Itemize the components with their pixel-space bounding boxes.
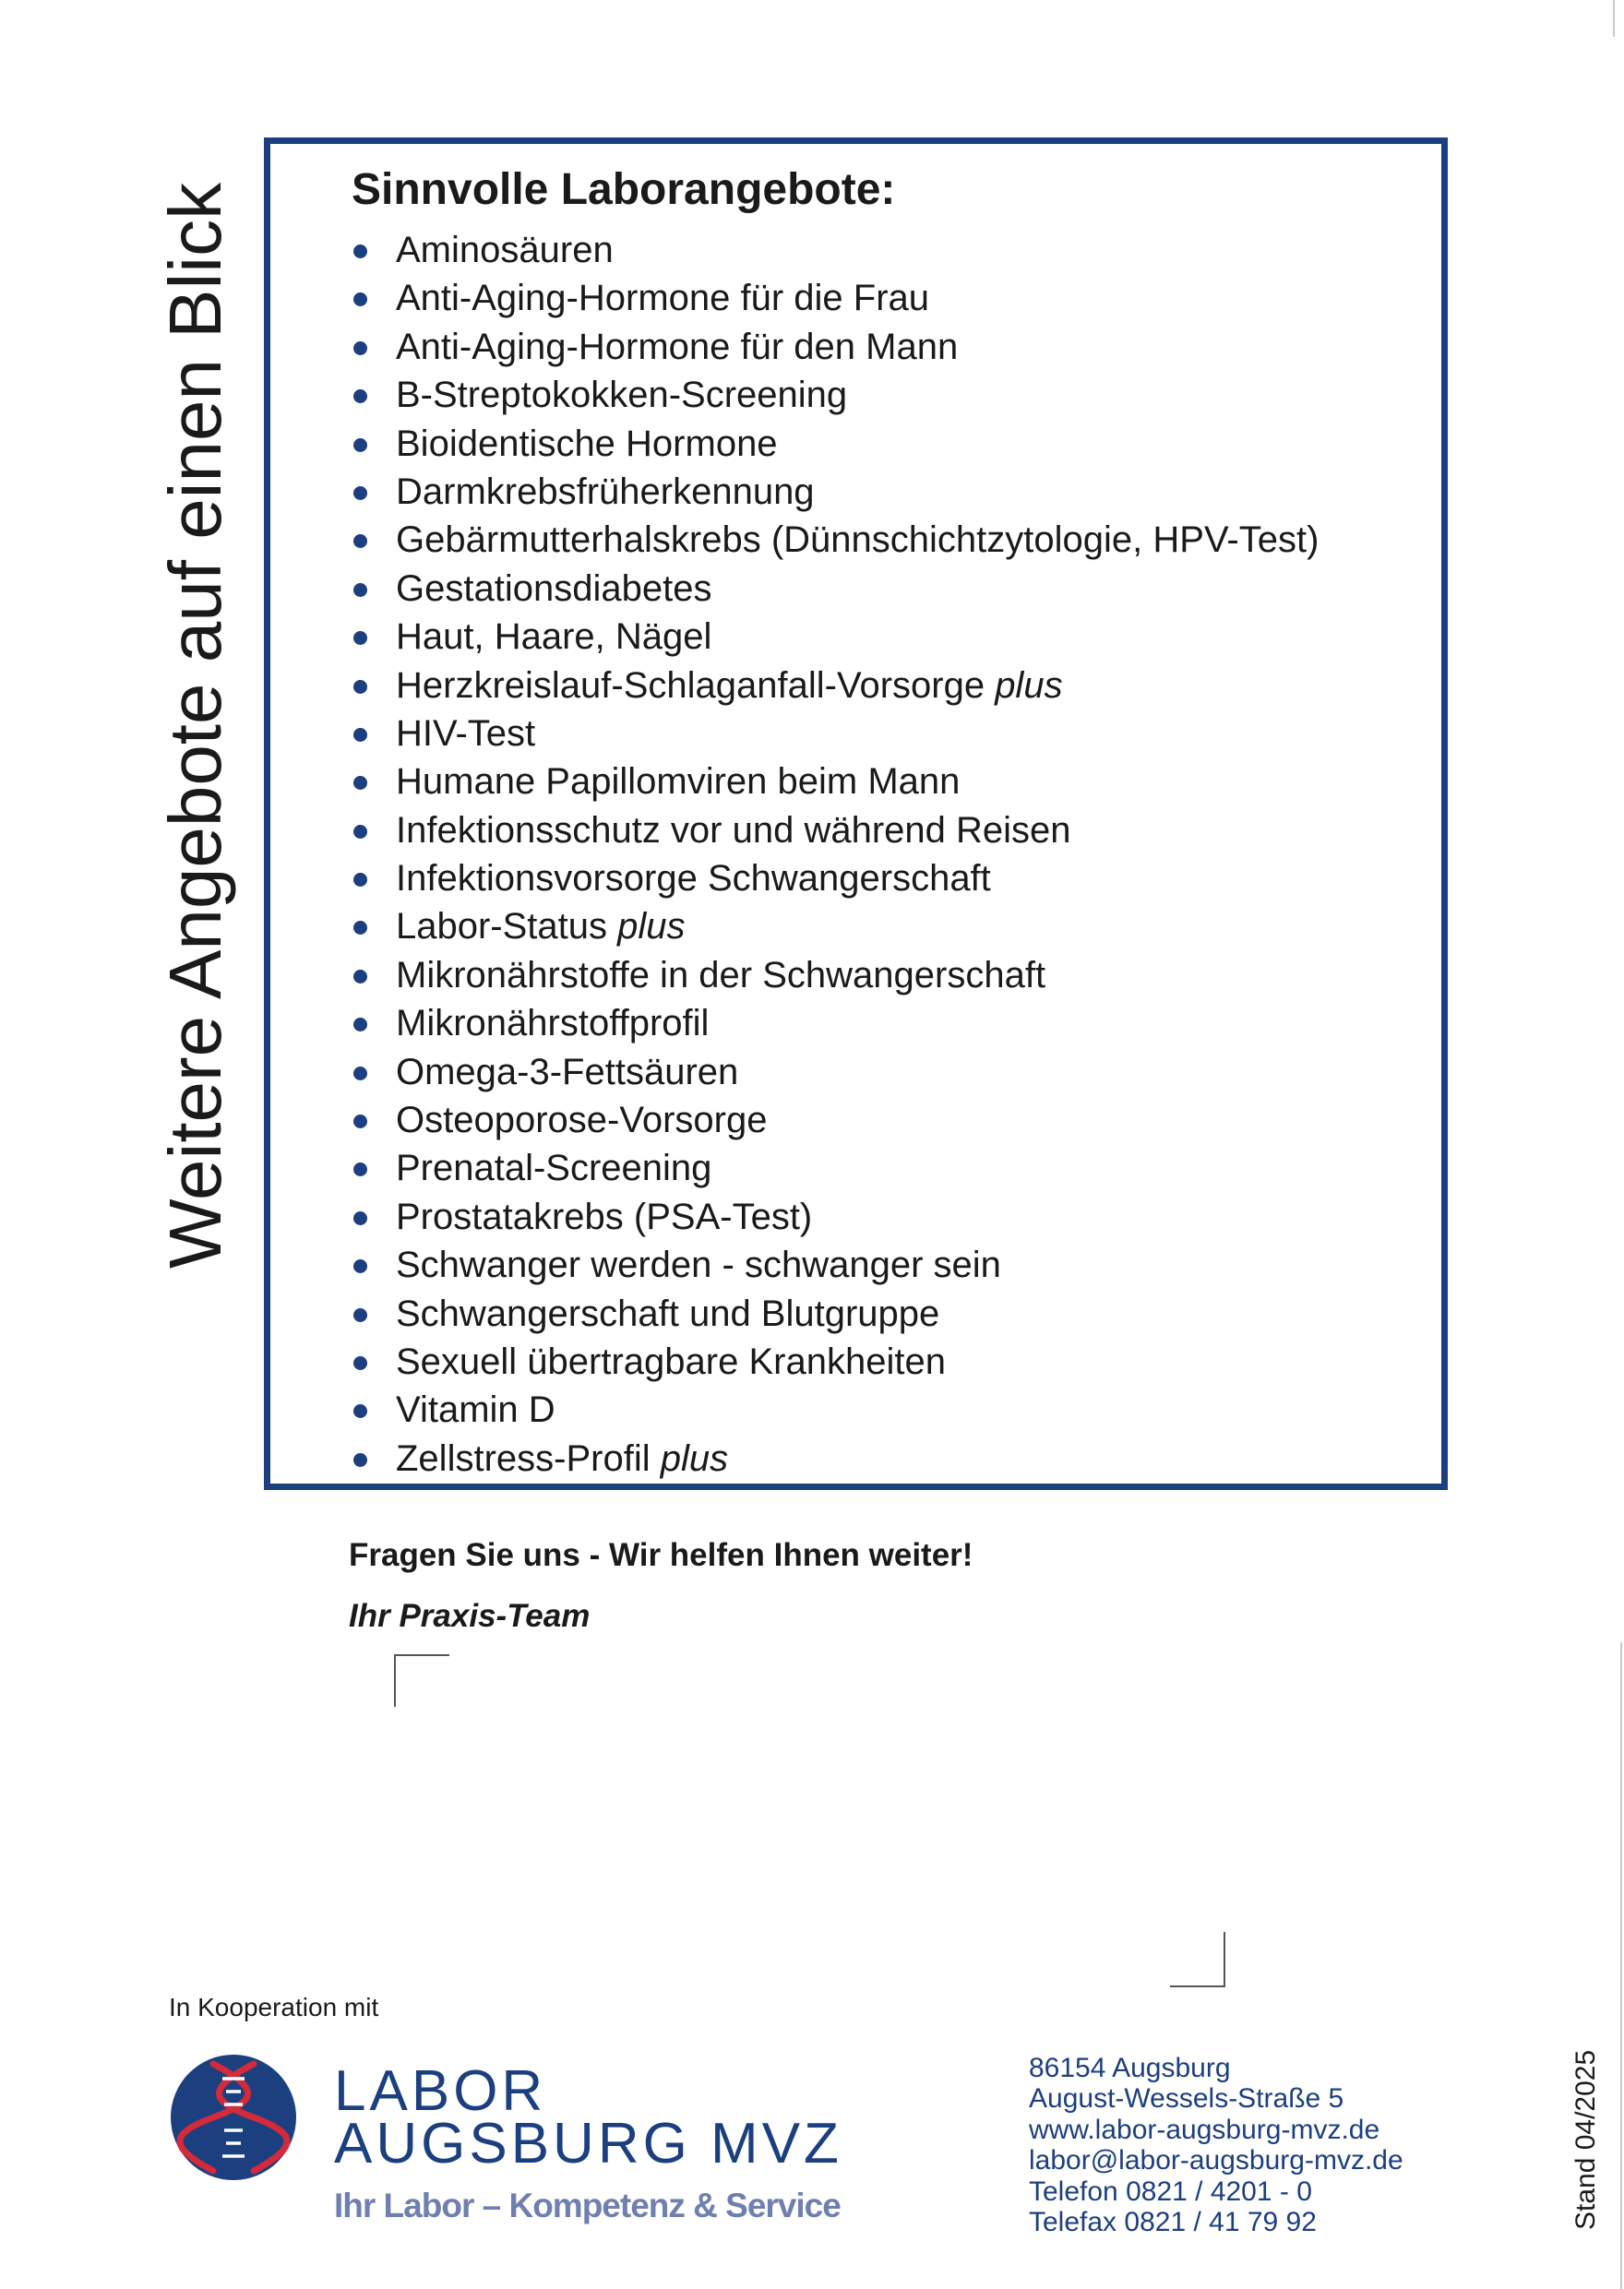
offer-item: [352, 613, 1319, 661]
logo-slogan: Ihr Labor – Kompetenz & Service: [334, 2187, 841, 2224]
offer-item: [352, 1096, 1319, 1144]
offer-item: [352, 854, 1319, 902]
right-edge-line: [1620, 1642, 1622, 2289]
address-street: August-Wessels-Straße 5: [1029, 2083, 1344, 2115]
offer-label: Infektionsschutz vor und während Reisen: [396, 809, 1071, 851]
bullet-icon: [353, 438, 367, 452]
offer-item: [352, 902, 1319, 950]
offer-label: Sexuell übertragbare Krankheiten: [396, 1341, 946, 1382]
offer-item: [352, 999, 1319, 1047]
offer-label: Vitamin D: [396, 1389, 555, 1431]
bullet-icon: [353, 292, 367, 306]
offer-label: Aminosäuren: [396, 230, 614, 270]
offer-label: B-Streptokokken-Screening: [396, 375, 848, 416]
offer-item: [352, 516, 1319, 564]
offer-item: [352, 1435, 1319, 1483]
offer-item: [352, 1290, 1319, 1338]
offer-item: [352, 565, 1319, 613]
offer-item: [352, 323, 1319, 371]
crop-mark-top-left-horizontal: [394, 1654, 449, 1656]
offers-title: Sinnvolle Laborangebote:: [352, 165, 896, 214]
offer-label: Gebärmutterhalskrebs (Dünnschichtzytologie, HPV-Test): [396, 519, 1320, 561]
bullet-icon: [353, 244, 367, 258]
offer-item: [352, 1386, 1319, 1434]
bullet-icon: [353, 486, 367, 500]
address-website: www.labor-augsburg-mvz.de: [1029, 2114, 1380, 2145]
offer-label: Infektionsvorsorge Schwangerschaft: [396, 858, 991, 900]
top-edge-line: [1613, 0, 1615, 37]
offer-plus-suffix: plus: [617, 906, 686, 948]
bullet-icon: [353, 1211, 367, 1225]
offer-label: Schwangerschaft und Blutgruppe: [396, 1293, 940, 1334]
offer-label: Mikronährstoffe in der Schwangerschaft: [396, 954, 1046, 995]
offer-label: Darmkrebsfrüherkennung: [396, 471, 815, 512]
offer-item: [352, 274, 1319, 322]
offer-label: Schwanger werden - schwanger sein: [396, 1245, 1001, 1286]
bullet-icon: [353, 728, 367, 742]
stand-date: Stand 04/2025: [1570, 2049, 1601, 2230]
bullet-icon: [353, 1115, 367, 1128]
bullet-icon: [353, 631, 367, 645]
team-signature: Ihr Praxis-Team: [349, 1598, 591, 1634]
crop-mark-bottom-right-horizontal: [1170, 1985, 1225, 1987]
offer-item: [352, 420, 1319, 468]
bullet-icon: [353, 1453, 367, 1467]
bullet-icon: [353, 873, 367, 887]
offers-list: [352, 226, 1319, 1483]
offer-item: [352, 371, 1319, 419]
offer-label: Osteoporose-Vorsorge: [396, 1100, 768, 1141]
side-title: Weitere Angebote auf einen Blick: [154, 182, 236, 1269]
address-fax: Telefax 0821 / 41 79 92: [1029, 2207, 1317, 2238]
logo-name-line2: AUGSBURG MVZ: [334, 2112, 842, 2176]
offer-item: [352, 757, 1319, 805]
bullet-icon: [353, 776, 367, 790]
bullet-icon: [353, 341, 367, 355]
address-phone: Telefon 0821 / 4201 - 0: [1029, 2176, 1312, 2207]
bullet-icon: [353, 1356, 367, 1370]
address-block: [1029, 2053, 1403, 2237]
offer-item: [352, 806, 1319, 854]
offer-item: [352, 1193, 1319, 1241]
logo-name-line1: LABOR: [334, 2059, 547, 2123]
bullet-icon: [353, 1308, 367, 1322]
offer-label: Anti-Aging-Hormone für den Mann: [396, 326, 959, 367]
bullet-icon: [353, 534, 367, 548]
bullet-icon: [353, 1067, 367, 1080]
offer-item: [352, 951, 1319, 999]
crop-mark-bottom-right: [1224, 1932, 1225, 1987]
offer-label: Mikronährstoffprofil: [396, 1003, 710, 1044]
offer-label: Gestationsdiabetes: [396, 567, 712, 609]
bullet-icon: [353, 825, 367, 839]
offer-label: Labor-Status: [396, 906, 618, 948]
crop-mark-top-left: [394, 1654, 396, 1707]
offer-label: Haut, Haare, Nägel: [396, 616, 712, 658]
bullet-icon: [353, 389, 367, 403]
offer-label: Herzkreislauf-Schlaganfall-Vorsorge: [396, 664, 996, 706]
offers-box: [264, 137, 1448, 1490]
offer-item: [352, 226, 1319, 274]
offer-item: [352, 662, 1319, 709]
offer-label: Bioidentische Hormone: [396, 423, 778, 464]
bullet-icon: [353, 1018, 367, 1031]
offer-item: [352, 709, 1319, 757]
offer-label: Prostatakrebs (PSA-Test): [396, 1196, 813, 1237]
offer-label: Prenatal-Screening: [396, 1148, 712, 1189]
cooperation-label: In Kooperation mit: [169, 1993, 379, 2021]
offer-item: [352, 1241, 1319, 1289]
offer-plus-suffix: plus: [660, 1437, 729, 1479]
bullet-icon: [353, 583, 367, 597]
questions-text: Fragen Sie uns - Wir helfen Ihnen weiter!: [349, 1537, 973, 1573]
offer-plus-suffix: plus: [995, 664, 1063, 706]
offer-label: HIV-Test: [396, 712, 536, 754]
bullet-icon: [353, 680, 367, 694]
address-email: labor@labor-augsburg-mvz.de: [1029, 2145, 1403, 2176]
offer-item: [352, 1048, 1319, 1096]
address-city: 86154 Augsburg: [1029, 2053, 1231, 2083]
offer-item: [352, 1144, 1319, 1192]
dna-logo-icon: [169, 2053, 298, 2182]
offer-label: Zellstress-Profil: [396, 1437, 661, 1479]
offer-label: Omega-3-Fettsäuren: [396, 1051, 739, 1092]
offer-label: Humane Papillomviren beim Mann: [396, 761, 961, 803]
offer-item: [352, 468, 1319, 516]
bullet-icon: [353, 1404, 367, 1418]
offer-item: [352, 1338, 1319, 1386]
offer-label: Anti-Aging-Hormone für die Frau: [396, 278, 930, 319]
bullet-icon: [353, 970, 367, 984]
bullet-icon: [353, 921, 367, 935]
bullet-icon: [353, 1162, 367, 1176]
bullet-icon: [353, 1259, 367, 1273]
